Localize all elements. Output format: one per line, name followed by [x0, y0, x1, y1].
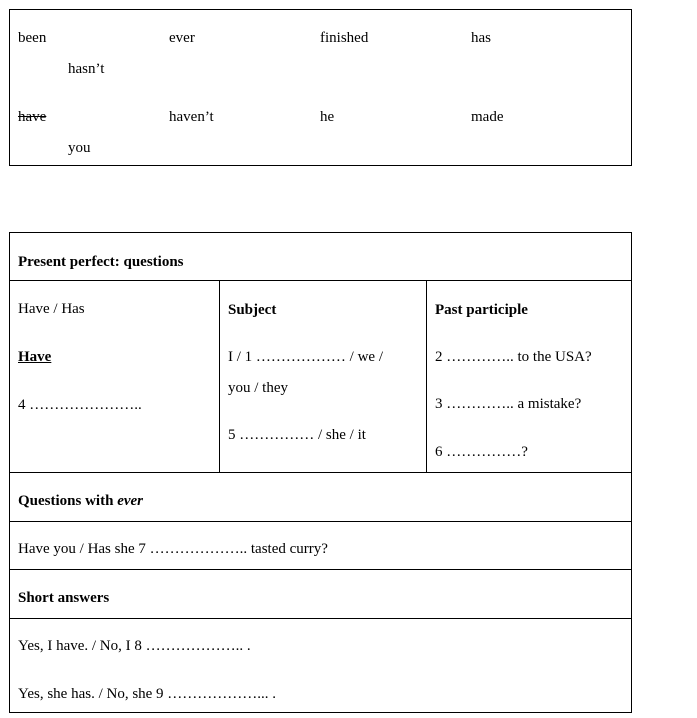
word-made: made [471, 109, 504, 125]
short-answers-title: Short answers [18, 590, 110, 606]
table-title: Present perfect: questions [18, 254, 184, 270]
row-divider [10, 569, 631, 570]
subject-header: Subject [228, 302, 277, 318]
ever-title-prefix: Questions with [18, 493, 118, 509]
row-divider [10, 472, 631, 473]
word-hasnt: hasn’t [68, 61, 105, 77]
have-has-header: Have / Has [18, 301, 85, 317]
row-divider [10, 521, 631, 522]
gap-3: 3 ………….. a mistake? [435, 396, 582, 412]
word-he: he [320, 109, 335, 125]
row-divider [10, 618, 631, 619]
have-example: Have [18, 349, 52, 365]
ever-title-italic: ever [117, 493, 143, 509]
word-havent: haven’t [169, 109, 214, 125]
gap-6: 6 ……………? [435, 444, 528, 460]
word-ever: ever [169, 30, 195, 46]
column-divider [426, 280, 427, 472]
gap-2: 2 ………….. to the USA? [435, 349, 592, 365]
gap-7: Have you / Has she 7 ……………….. tasted curry? [18, 541, 328, 557]
gap-9: Yes, she has. / No, she 9 ………………... . [18, 686, 277, 702]
grammar-table [9, 232, 632, 713]
ever-section-title [18, 493, 143, 510]
gap-4: 4 ………………….. [18, 397, 142, 413]
row-divider [10, 280, 631, 281]
word-have-struck: have [18, 109, 47, 125]
subject-you-they: you / they [228, 380, 288, 396]
word-has: has [471, 30, 491, 46]
gap-1: I / 1 ……………… / we / [228, 349, 383, 365]
word-box [9, 9, 632, 166]
word-been: been [18, 30, 47, 46]
gap-8: Yes, I have. / No, I 8 ……………….. . [18, 638, 251, 654]
column-divider [219, 280, 220, 472]
past-participle-header: Past participle [435, 302, 528, 318]
word-you: you [68, 140, 91, 156]
word-finished: finished [320, 30, 369, 46]
gap-5: 5 …………… / she / it [228, 427, 366, 443]
